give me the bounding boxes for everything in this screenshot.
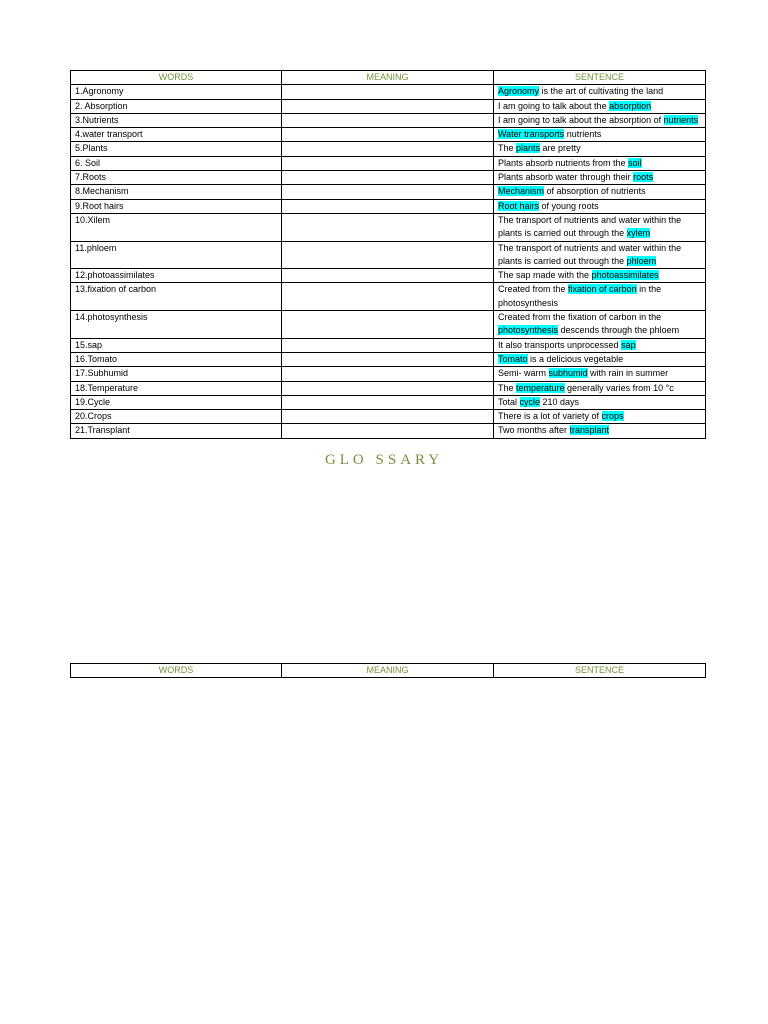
highlighted-term: soil xyxy=(628,157,642,168)
meaning-cell xyxy=(282,367,494,381)
meaning-cell xyxy=(282,99,494,113)
header-sentence: SENTENCE xyxy=(494,71,706,85)
sentence-cell xyxy=(494,338,706,352)
sentence-cell xyxy=(494,352,706,366)
highlighted-term: nutrients xyxy=(663,114,699,125)
sentence-text: The transport of nutrients and water within the plants is carried out through the xyxy=(498,242,682,266)
sentence-text: Plants absorb water through their xyxy=(498,172,634,183)
sentence-cell xyxy=(494,199,706,213)
sentence-cell xyxy=(494,113,706,127)
header-meaning: MEANING xyxy=(282,71,494,85)
sentence-text: nutrients xyxy=(564,129,602,140)
highlighted-term: Water transports xyxy=(498,129,565,140)
sentence-cell xyxy=(494,99,706,113)
word-cell: 2. Absorption xyxy=(71,99,282,113)
sentence-cell xyxy=(494,283,706,311)
sentence-text: The sap made with the xyxy=(498,270,592,281)
sentence-text: is the art of cultivating the land xyxy=(539,86,664,97)
highlighted-term: subhumid xyxy=(548,368,588,379)
sentence-cell xyxy=(494,381,706,395)
table-row xyxy=(71,241,706,269)
word-cell: 20.Crops xyxy=(71,410,282,424)
highlighted-term: crops xyxy=(601,411,624,422)
sentence-text: Total xyxy=(498,396,520,407)
meaning-cell xyxy=(282,199,494,213)
meaning-cell xyxy=(282,156,494,170)
sentence-text: I am going to talk about the absorption of xyxy=(498,114,664,125)
sentence-text: There is a lot of variety of xyxy=(498,411,602,422)
meaning-cell xyxy=(282,142,494,156)
meaning-cell xyxy=(282,113,494,127)
sentence-cell xyxy=(494,269,706,283)
sentence-text: of absorption of nutrients xyxy=(544,186,646,197)
table-row xyxy=(71,410,706,424)
word-cell: 10.Xilem xyxy=(71,213,282,241)
sentence-text: of young roots xyxy=(539,200,599,211)
table-row xyxy=(71,142,706,156)
sentence-cell xyxy=(494,128,706,142)
sentence-cell xyxy=(494,185,706,199)
sentence-cell xyxy=(494,142,706,156)
word-cell: 8.Mechanism xyxy=(71,185,282,199)
sentence-cell xyxy=(494,213,706,241)
word-cell: 11.phloem xyxy=(71,241,282,269)
header-sentence: SENTENCE xyxy=(494,664,706,678)
word-cell: 17.Subhumid xyxy=(71,367,282,381)
highlighted-term: photosynthesis xyxy=(498,325,559,336)
word-cell: 12.photoassimilates xyxy=(71,269,282,283)
table-row xyxy=(71,128,706,142)
word-cell: 1.Agronomy xyxy=(71,85,282,99)
sentence-cell xyxy=(494,410,706,424)
sentence-cell xyxy=(494,156,706,170)
sentence-text: with rain in summer xyxy=(587,368,669,379)
highlighted-term: Mechanism xyxy=(498,186,545,197)
meaning-cell xyxy=(282,241,494,269)
meaning-cell xyxy=(282,269,494,283)
table-row xyxy=(71,395,706,409)
sentence-text: Plants absorb nutrients from the xyxy=(498,157,629,168)
meaning-cell xyxy=(282,381,494,395)
word-cell: 21.Transplant xyxy=(71,424,282,438)
table-row xyxy=(71,85,706,99)
sentence-text: generally varies from 10 °c xyxy=(564,382,674,393)
sentence-cell xyxy=(494,85,706,99)
table-row xyxy=(71,99,706,113)
table-row xyxy=(71,381,706,395)
table-row xyxy=(71,113,706,127)
sentence-cell xyxy=(494,241,706,269)
meaning-cell xyxy=(282,311,494,339)
meaning-cell xyxy=(282,128,494,142)
table-row xyxy=(71,269,706,283)
highlighted-term: Tomato xyxy=(498,353,528,364)
sentence-text: The xyxy=(498,143,517,154)
sentence-text: Semi- warm xyxy=(498,368,549,379)
meaning-cell xyxy=(282,85,494,99)
highlighted-term: sap xyxy=(621,339,636,350)
sentence-text: Two months after xyxy=(498,425,570,436)
word-cell: 5.Plants xyxy=(71,142,282,156)
sentence-text: descends through the phloem xyxy=(558,325,680,336)
highlighted-term: transplant xyxy=(569,425,610,436)
highlighted-term: temperature xyxy=(516,382,565,393)
sentence-cell xyxy=(494,311,706,339)
meaning-cell xyxy=(282,171,494,185)
table-row xyxy=(71,352,706,366)
word-cell: 15.sap xyxy=(71,338,282,352)
highlighted-term: cycle xyxy=(519,396,541,407)
highlighted-term: Root hairs xyxy=(498,200,540,211)
header-words: WORDS xyxy=(71,664,282,678)
meaning-cell xyxy=(282,185,494,199)
sentence-cell xyxy=(494,395,706,409)
word-cell: 19.Cycle xyxy=(71,395,282,409)
sentence-text: 210 days xyxy=(540,396,580,407)
highlighted-term: phloem xyxy=(626,255,657,266)
word-cell: 4.water transport xyxy=(71,128,282,142)
table-row xyxy=(71,185,706,199)
sentence-text: Created from the xyxy=(498,284,569,295)
highlighted-term: Agronomy xyxy=(498,86,540,97)
sentence-text: The transport of nutrients and water within the plants is carried out through the xyxy=(498,214,682,239)
highlighted-term: plants xyxy=(516,143,541,154)
table-row xyxy=(71,338,706,352)
word-cell: 14.photosynthesis xyxy=(71,311,282,339)
word-cell: 9.Root hairs xyxy=(71,199,282,213)
meaning-cell xyxy=(282,395,494,409)
table-row xyxy=(71,424,706,438)
meaning-cell xyxy=(282,424,494,438)
highlighted-term: xylem xyxy=(626,228,651,239)
sentence-text: The xyxy=(498,382,517,393)
table-row xyxy=(71,283,706,311)
table-row xyxy=(71,156,706,170)
highlighted-term: roots xyxy=(633,172,654,183)
header-words: WORDS xyxy=(71,71,282,85)
word-cell: 6. Soil xyxy=(71,156,282,170)
table-header-row xyxy=(71,664,706,678)
meaning-cell xyxy=(282,338,494,352)
header-meaning: MEANING xyxy=(282,664,494,678)
sentence-cell xyxy=(494,171,706,185)
sentence-text: Created from the fixation of carbon in the xyxy=(498,312,662,323)
meaning-cell xyxy=(282,213,494,241)
table-row xyxy=(71,311,706,339)
glossary-title: GLO SSARY xyxy=(324,452,444,468)
table-row xyxy=(71,367,706,381)
sentence-text: are pretty xyxy=(540,143,581,154)
highlighted-term: absorption xyxy=(609,100,652,111)
highlighted-term: photoassimilates xyxy=(591,270,659,281)
word-cell: 16.Tomato xyxy=(71,352,282,366)
word-cell: 3.Nutrients xyxy=(71,113,282,127)
sentence-cell xyxy=(494,367,706,381)
sentence-text: I am going to talk about the xyxy=(498,100,610,111)
table-row xyxy=(71,171,706,185)
table-row xyxy=(71,213,706,241)
word-cell: 13.fixation of carbon xyxy=(71,283,282,311)
word-cell: 7.Roots xyxy=(71,171,282,185)
sentence-cell xyxy=(494,424,706,438)
sentence-text: is a delicious vegetable xyxy=(527,353,624,364)
glossary-table-2 xyxy=(70,663,706,678)
meaning-cell xyxy=(282,352,494,366)
glossary-table xyxy=(70,70,706,439)
table-row xyxy=(71,199,706,213)
sentence-text: in the photosynthesis xyxy=(498,284,662,308)
highlighted-term: fixation of carbon xyxy=(568,284,637,295)
sentence-text: It also transports unprocessed xyxy=(498,339,622,350)
meaning-cell xyxy=(282,410,494,424)
table-header-row xyxy=(71,71,706,85)
word-cell: 18.Temperature xyxy=(71,381,282,395)
meaning-cell xyxy=(282,283,494,311)
